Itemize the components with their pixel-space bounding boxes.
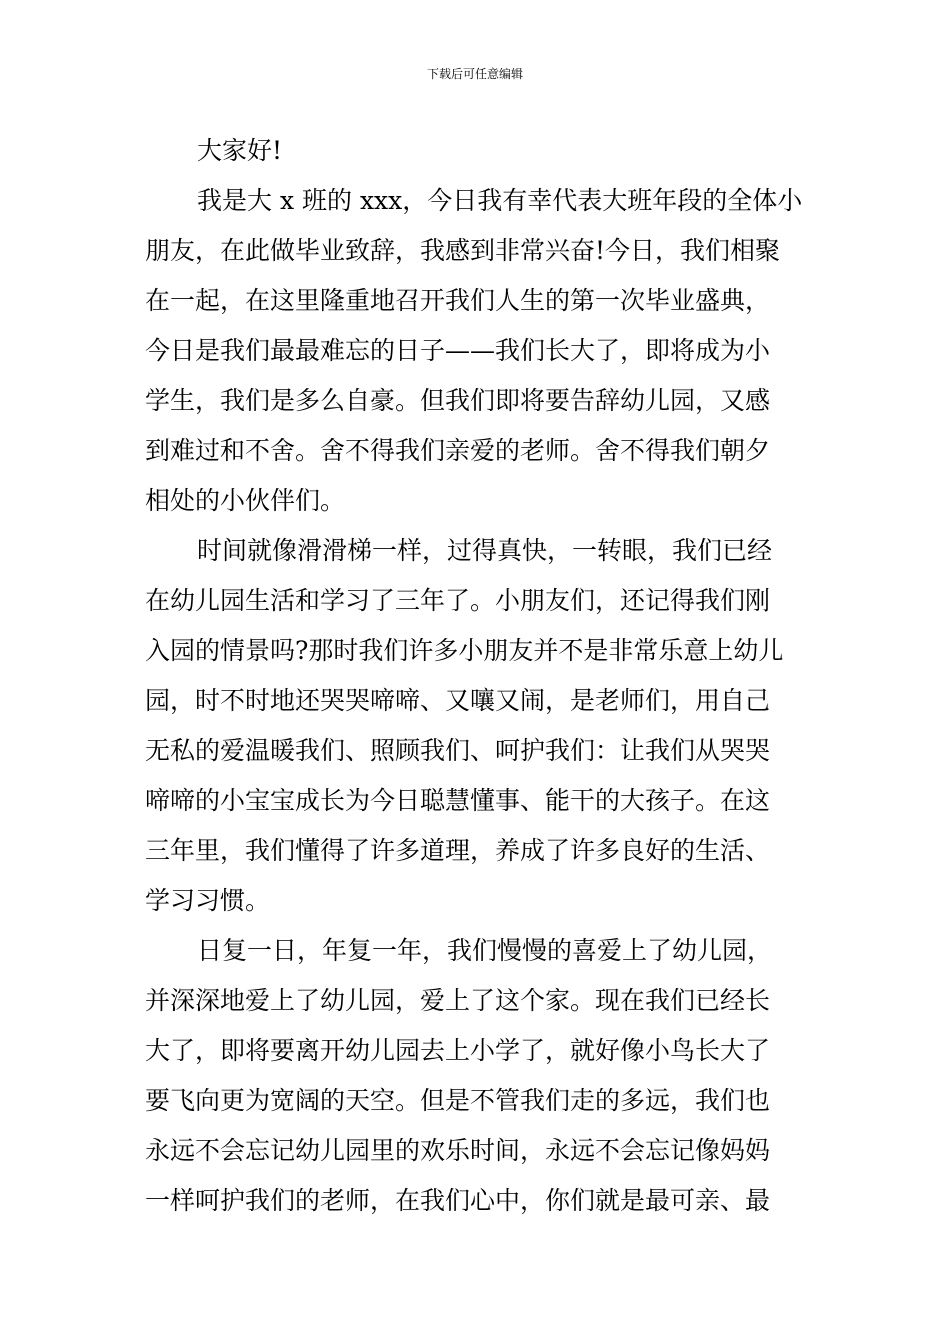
text-line: 日复一日，年复一年，我们慢慢的喜爱上了幼儿园，	[197, 936, 773, 965]
document-body	[145, 126, 807, 1226]
text-line: 无私的爱温暖我们、照顾我们、呵护我们：让我们从哭哭	[145, 736, 771, 765]
text-line: 园，时不时地还哭哭啼啼、又嚷又闹，是老师们，用自己	[145, 686, 771, 715]
text-line: 学生，我们是多么自豪。但我们即将要告辞幼儿园，又感	[145, 386, 771, 415]
text-line: 相处的小伙伴们。	[145, 486, 346, 515]
text-line: 在幼儿园生活和学习了三年了。小朋友们，还记得我们刚	[145, 586, 771, 615]
text-line: 三年里，我们懂得了许多道理，养成了许多良好的生活、	[145, 836, 771, 865]
text-line: 一样呵护我们的老师，在我们心中，你们就是最可亲、最	[145, 1186, 771, 1215]
text-line: 入园的情景吗?那时我们许多小朋友并不是非常乐意上幼儿	[145, 636, 784, 665]
page-header: 下载后可任意编辑	[426, 67, 523, 81]
text-line: 时间就像滑滑梯一样，过得真快，一转眼，我们已经	[197, 536, 773, 565]
text-line: 永远不会忘记幼儿园里的欢乐时间，永远不会忘记像妈妈	[145, 1136, 771, 1165]
text-line: 今日是我们最最难忘的日子——我们长大了，即将成为小	[145, 336, 771, 365]
text-line: 学习习惯。	[145, 886, 271, 915]
text-line: 大家好!	[197, 136, 283, 165]
text-line: 在一起，在这里隆重地召开我们人生的第一次毕业盛典，	[145, 286, 771, 315]
text-line: 啼啼的小宝宝成长为今日聪慧懂事、能干的大孩子。在这	[145, 786, 771, 815]
text-line: 我是大 x 班的 xxx，今日我有幸代表大班年段的全体小	[197, 186, 803, 215]
text-line: 到难过和不舍。舍不得我们亲爱的老师。舍不得我们朝夕	[145, 436, 771, 465]
text-line: 大了，即将要离开幼儿园去上小学了，就好像小鸟长大了	[145, 1036, 771, 1065]
text-line: 要飞向更为宽阔的天空。但是不管我们走的多远，我们也	[145, 1086, 771, 1115]
text-line: 朋友，在此做毕业致辞，我感到非常兴奋!今日，我们相聚	[145, 236, 781, 265]
text-line: 并深深地爱上了幼儿园，爱上了这个家。现在我们已经长	[145, 986, 771, 1015]
